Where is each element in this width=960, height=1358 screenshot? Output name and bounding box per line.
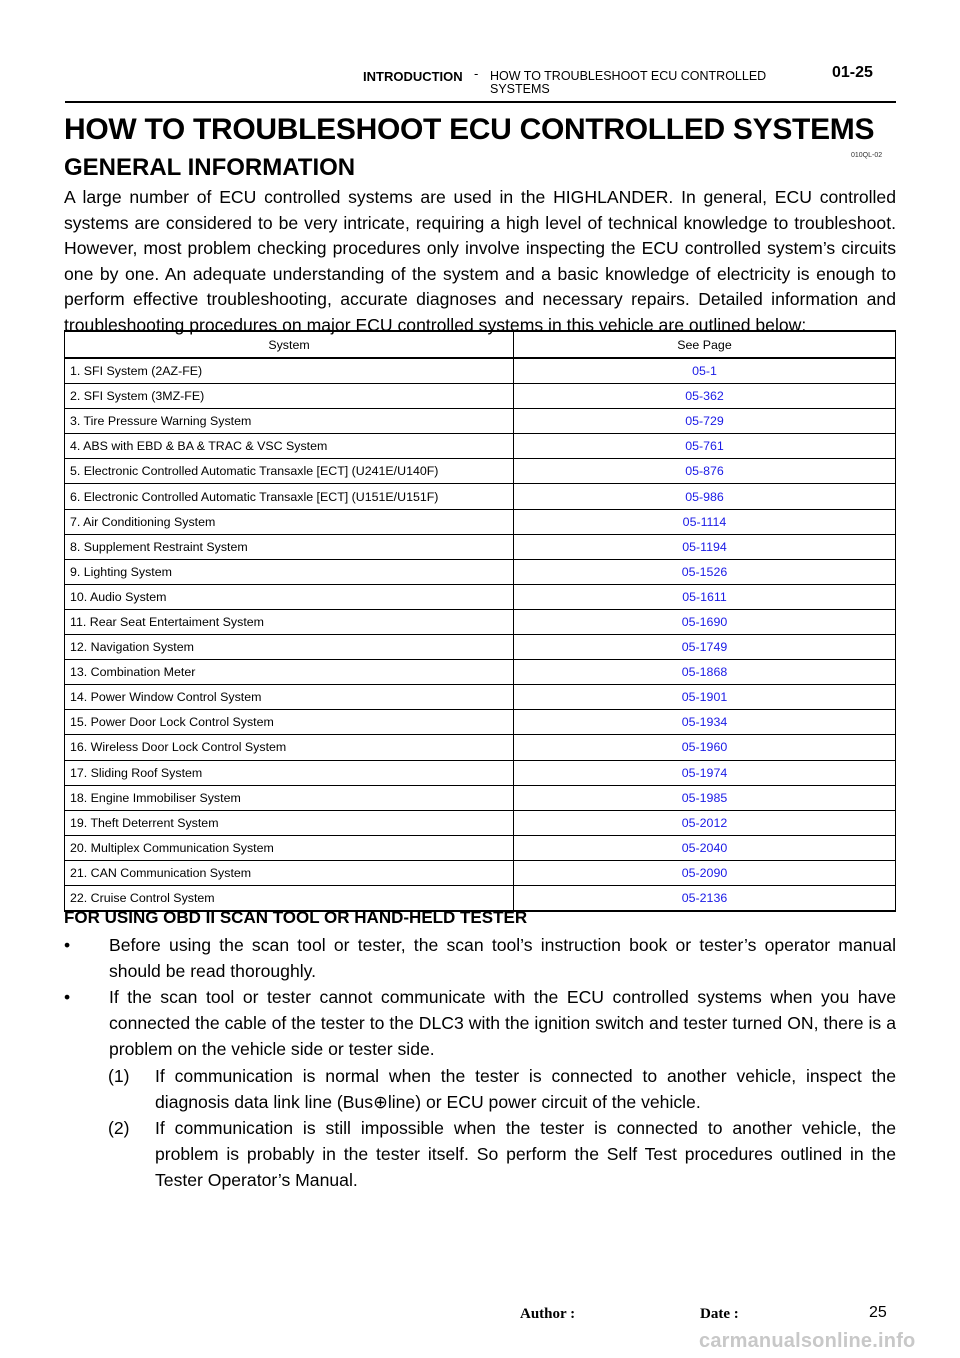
- intro-paragraph: A large number of ECU controlled systems are used in the HIGHLANDER. In general, ECU controlled systems are considered to be very intricate, requiring a high level of technical knowledge to troubleshoot. However, most problem checking procedures only involve inspecting the ECU controlled system’s circuits one by one. An adequate understanding of the system and a basic knowledge of electricity is enough to perform effective troubleshooting, accurate diagnoses and necessary repairs. Detailed information and troubleshooting procedures on major ECU controlled systems in this vehicle are outlined below:: [64, 187, 896, 335]
- table-row: [65, 609, 896, 634]
- system-name-cell: 9. Lighting System: [65, 559, 514, 584]
- see-page-link[interactable]: 05-1194: [514, 534, 896, 559]
- column-header-system: System: [65, 331, 514, 358]
- bullet-text: If the scan tool or tester cannot communicate with the ECU controlled systems when you have connected the cable of the tester to the DLC3 with the ignition switch and tester turned ON, there is a problem on the vehicle side or tester side.: [109, 987, 896, 1059]
- system-name-cell: 16. Wireless Door Lock Control System: [65, 735, 514, 760]
- see-page-link[interactable]: 05-1749: [514, 635, 896, 660]
- system-name-cell: 17. Sliding Roof System: [65, 760, 514, 785]
- see-page-link[interactable]: 05-1974: [514, 760, 896, 785]
- bullet-text: Before using the scan tool or tester, the scan tool’s instruction book or tester’s operator manual should be read thoroughly.: [109, 935, 896, 981]
- system-name-cell: 22. Cruise Control System: [65, 885, 514, 911]
- see-page-link[interactable]: 05-761: [514, 434, 896, 459]
- step-text: If communication is still impossible when the tester is connected to another vehicle, the problem is probably in the tester itself. So perform the Self Test procedures outlined in the Tester Operator’s Manual.: [155, 1118, 896, 1190]
- see-page-link[interactable]: 05-1960: [514, 735, 896, 760]
- table-row: [65, 660, 896, 685]
- see-page-link[interactable]: 05-986: [514, 484, 896, 509]
- table-row: [65, 860, 896, 885]
- system-name-cell: 2. SFI System (3MZ-FE): [65, 384, 514, 409]
- table-row: [65, 484, 896, 509]
- see-page-link[interactable]: 05-2136: [514, 885, 896, 911]
- footer-author-label: Author :: [520, 1306, 576, 1322]
- system-name-cell: 21. CAN Communication System: [65, 860, 514, 885]
- table-row: [65, 685, 896, 710]
- see-page-link[interactable]: 05-1934: [514, 710, 896, 735]
- table-row: [65, 710, 896, 735]
- header-page-code: 01-25: [832, 64, 873, 81]
- document-code: 010QL-02: [851, 152, 883, 159]
- system-name-cell: 7. Air Conditioning System: [65, 509, 514, 534]
- system-name-cell: 18. Engine Immobiliser System: [65, 785, 514, 810]
- table-row: [65, 584, 896, 609]
- table-row: [65, 835, 896, 860]
- table-row: [65, 785, 896, 810]
- see-page-link[interactable]: 05-2040: [514, 835, 896, 860]
- see-page-link[interactable]: 05-1985: [514, 785, 896, 810]
- table-row: [65, 409, 896, 434]
- table-row: [65, 358, 896, 384]
- system-name-cell: 4. ABS with EBD & BA & TRAC & VSC System: [65, 434, 514, 459]
- see-page-link[interactable]: 05-362: [514, 384, 896, 409]
- see-page-link[interactable]: 05-1114: [514, 509, 896, 534]
- watermark: carmanualsonline.info: [699, 1330, 916, 1352]
- header-divider: [65, 101, 896, 103]
- table-row: [65, 760, 896, 785]
- system-name-cell: 15. Power Door Lock Control System: [65, 710, 514, 735]
- system-name-cell: 11. Rear Seat Entertaiment System: [65, 609, 514, 634]
- obd-heading: FOR USING OBD II SCAN TOOL OR HAND-HELD TESTER: [64, 908, 528, 927]
- see-page-link[interactable]: 05-1690: [514, 609, 896, 634]
- header-dash: -: [474, 66, 479, 81]
- see-page-link[interactable]: 05-876: [514, 459, 896, 484]
- system-name-cell: 8. Supplement Restraint System: [65, 534, 514, 559]
- footer-page-number: 25: [869, 1304, 887, 1321]
- table-row: [65, 735, 896, 760]
- system-name-cell: 13. Combination Meter: [65, 660, 514, 685]
- system-name-cell: 10. Audio System: [65, 584, 514, 609]
- header-topic: HOW TO TROUBLESHOOT ECU CONTROLLED SYSTEMS: [490, 69, 767, 96]
- system-name-cell: 12. Navigation System: [65, 635, 514, 660]
- see-page-link[interactable]: 05-1868: [514, 660, 896, 685]
- table-row: [65, 635, 896, 660]
- see-page-link[interactable]: 05-2090: [514, 860, 896, 885]
- step-number: (1): [108, 1066, 130, 1086]
- system-name-cell: 20. Multiplex Communication System: [65, 835, 514, 860]
- systems-table: [64, 330, 896, 912]
- see-page-link[interactable]: 05-1611: [514, 584, 896, 609]
- see-page-link[interactable]: 05-2012: [514, 810, 896, 835]
- system-name-cell: 19. Theft Deterrent System: [65, 810, 514, 835]
- table-row: [65, 509, 896, 534]
- system-name-cell: 3. Tire Pressure Warning System: [65, 409, 514, 434]
- table-row: [65, 434, 896, 459]
- system-name-cell: 1. SFI System (2AZ-FE): [65, 358, 514, 384]
- system-name-cell: 6. Electronic Controlled Automatic Transaxle [ECT] (U151E/U151F): [65, 484, 514, 509]
- table-header-row: [65, 331, 896, 358]
- header-section-label: INTRODUCTION: [363, 69, 463, 84]
- see-page-link[interactable]: 05-1526: [514, 559, 896, 584]
- table-row: [65, 459, 896, 484]
- bullet-icon: •: [64, 987, 71, 1007]
- column-header-see-page: See Page: [514, 331, 896, 358]
- step-text: If communication is normal when the tester is connected to another vehicle, inspect the diagnosis data link line (Bus⊕line) or ECU power circuit of the vehicle.: [155, 1066, 896, 1112]
- step-number: (2): [108, 1118, 130, 1138]
- system-name-cell: 14. Power Window Control System: [65, 685, 514, 710]
- see-page-link[interactable]: 05-729: [514, 409, 896, 434]
- table-row: [65, 810, 896, 835]
- see-page-link[interactable]: 05-1901: [514, 685, 896, 710]
- see-page-link[interactable]: 05-1: [514, 358, 896, 384]
- bullet-icon: •: [64, 935, 71, 955]
- system-name-cell: 5. Electronic Controlled Automatic Transaxle [ECT] (U241E/U140F): [65, 459, 514, 484]
- systems-table-body: [65, 358, 896, 911]
- table-row: [65, 384, 896, 409]
- footer-date-label: Date :: [700, 1306, 739, 1322]
- page-title: HOW TO TROUBLESHOOT ECU CONTROLLED SYSTEMS: [64, 113, 875, 146]
- table-row: [65, 559, 896, 584]
- section-title: GENERAL INFORMATION: [64, 154, 356, 181]
- table-row: [65, 534, 896, 559]
